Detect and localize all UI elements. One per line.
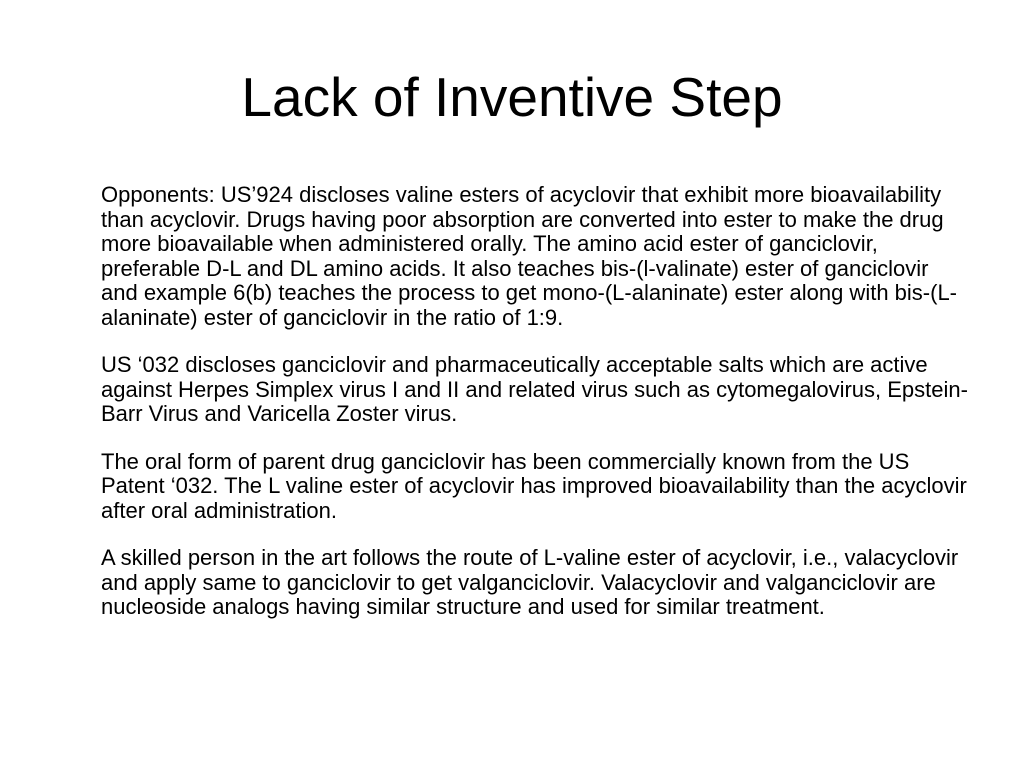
paragraph-oral-form: The oral form of parent drug ganciclovir has been commercially known from the US Patent ‘032. The L valine ester of acyclovir has improved bioavailability than the acyclovir after oral administration. bbox=[101, 448, 967, 523]
paragraph-opponents: Opponents: US’924 discloses valine esters of acyclovir that exhibit more bioavailability than acyclovir. Drugs having poor absorption are converted into ester to make the drug more bioavailable when administered orally. The amino acid ester of ganciclovir, preferable D-L and DL amino acids. It also teaches bis-(l-valinate) ester of ganciclovir and example 6(b) teaches the process to get mono-(L-alaninate) ester along with bis-(L-alaninate) ester of ganciclovir in the ratio of 1:9. bbox=[101, 182, 958, 330]
paragraph-us032: US ‘032 discloses ganciclovir and pharmaceutically acceptable salts which are active against Herpes Simplex virus I and II and related virus such as cytomegalovirus, Epstein-Barr Virus and Varicella Zoster virus. bbox=[101, 352, 968, 426]
paragraph-skilled-person: A skilled person in the art follows the route of L-valine ester of acyclovir, i.e., valacyclovir and apply same to ganciclovir to get valganciclovir. Valacyclovir and valganciclovir are nucleoside analogs having similar structure and used for similar treatment. bbox=[101, 545, 959, 619]
slide-title: Lack of Inventive Step bbox=[241, 66, 783, 128]
slide-body bbox=[101, 183, 971, 643]
